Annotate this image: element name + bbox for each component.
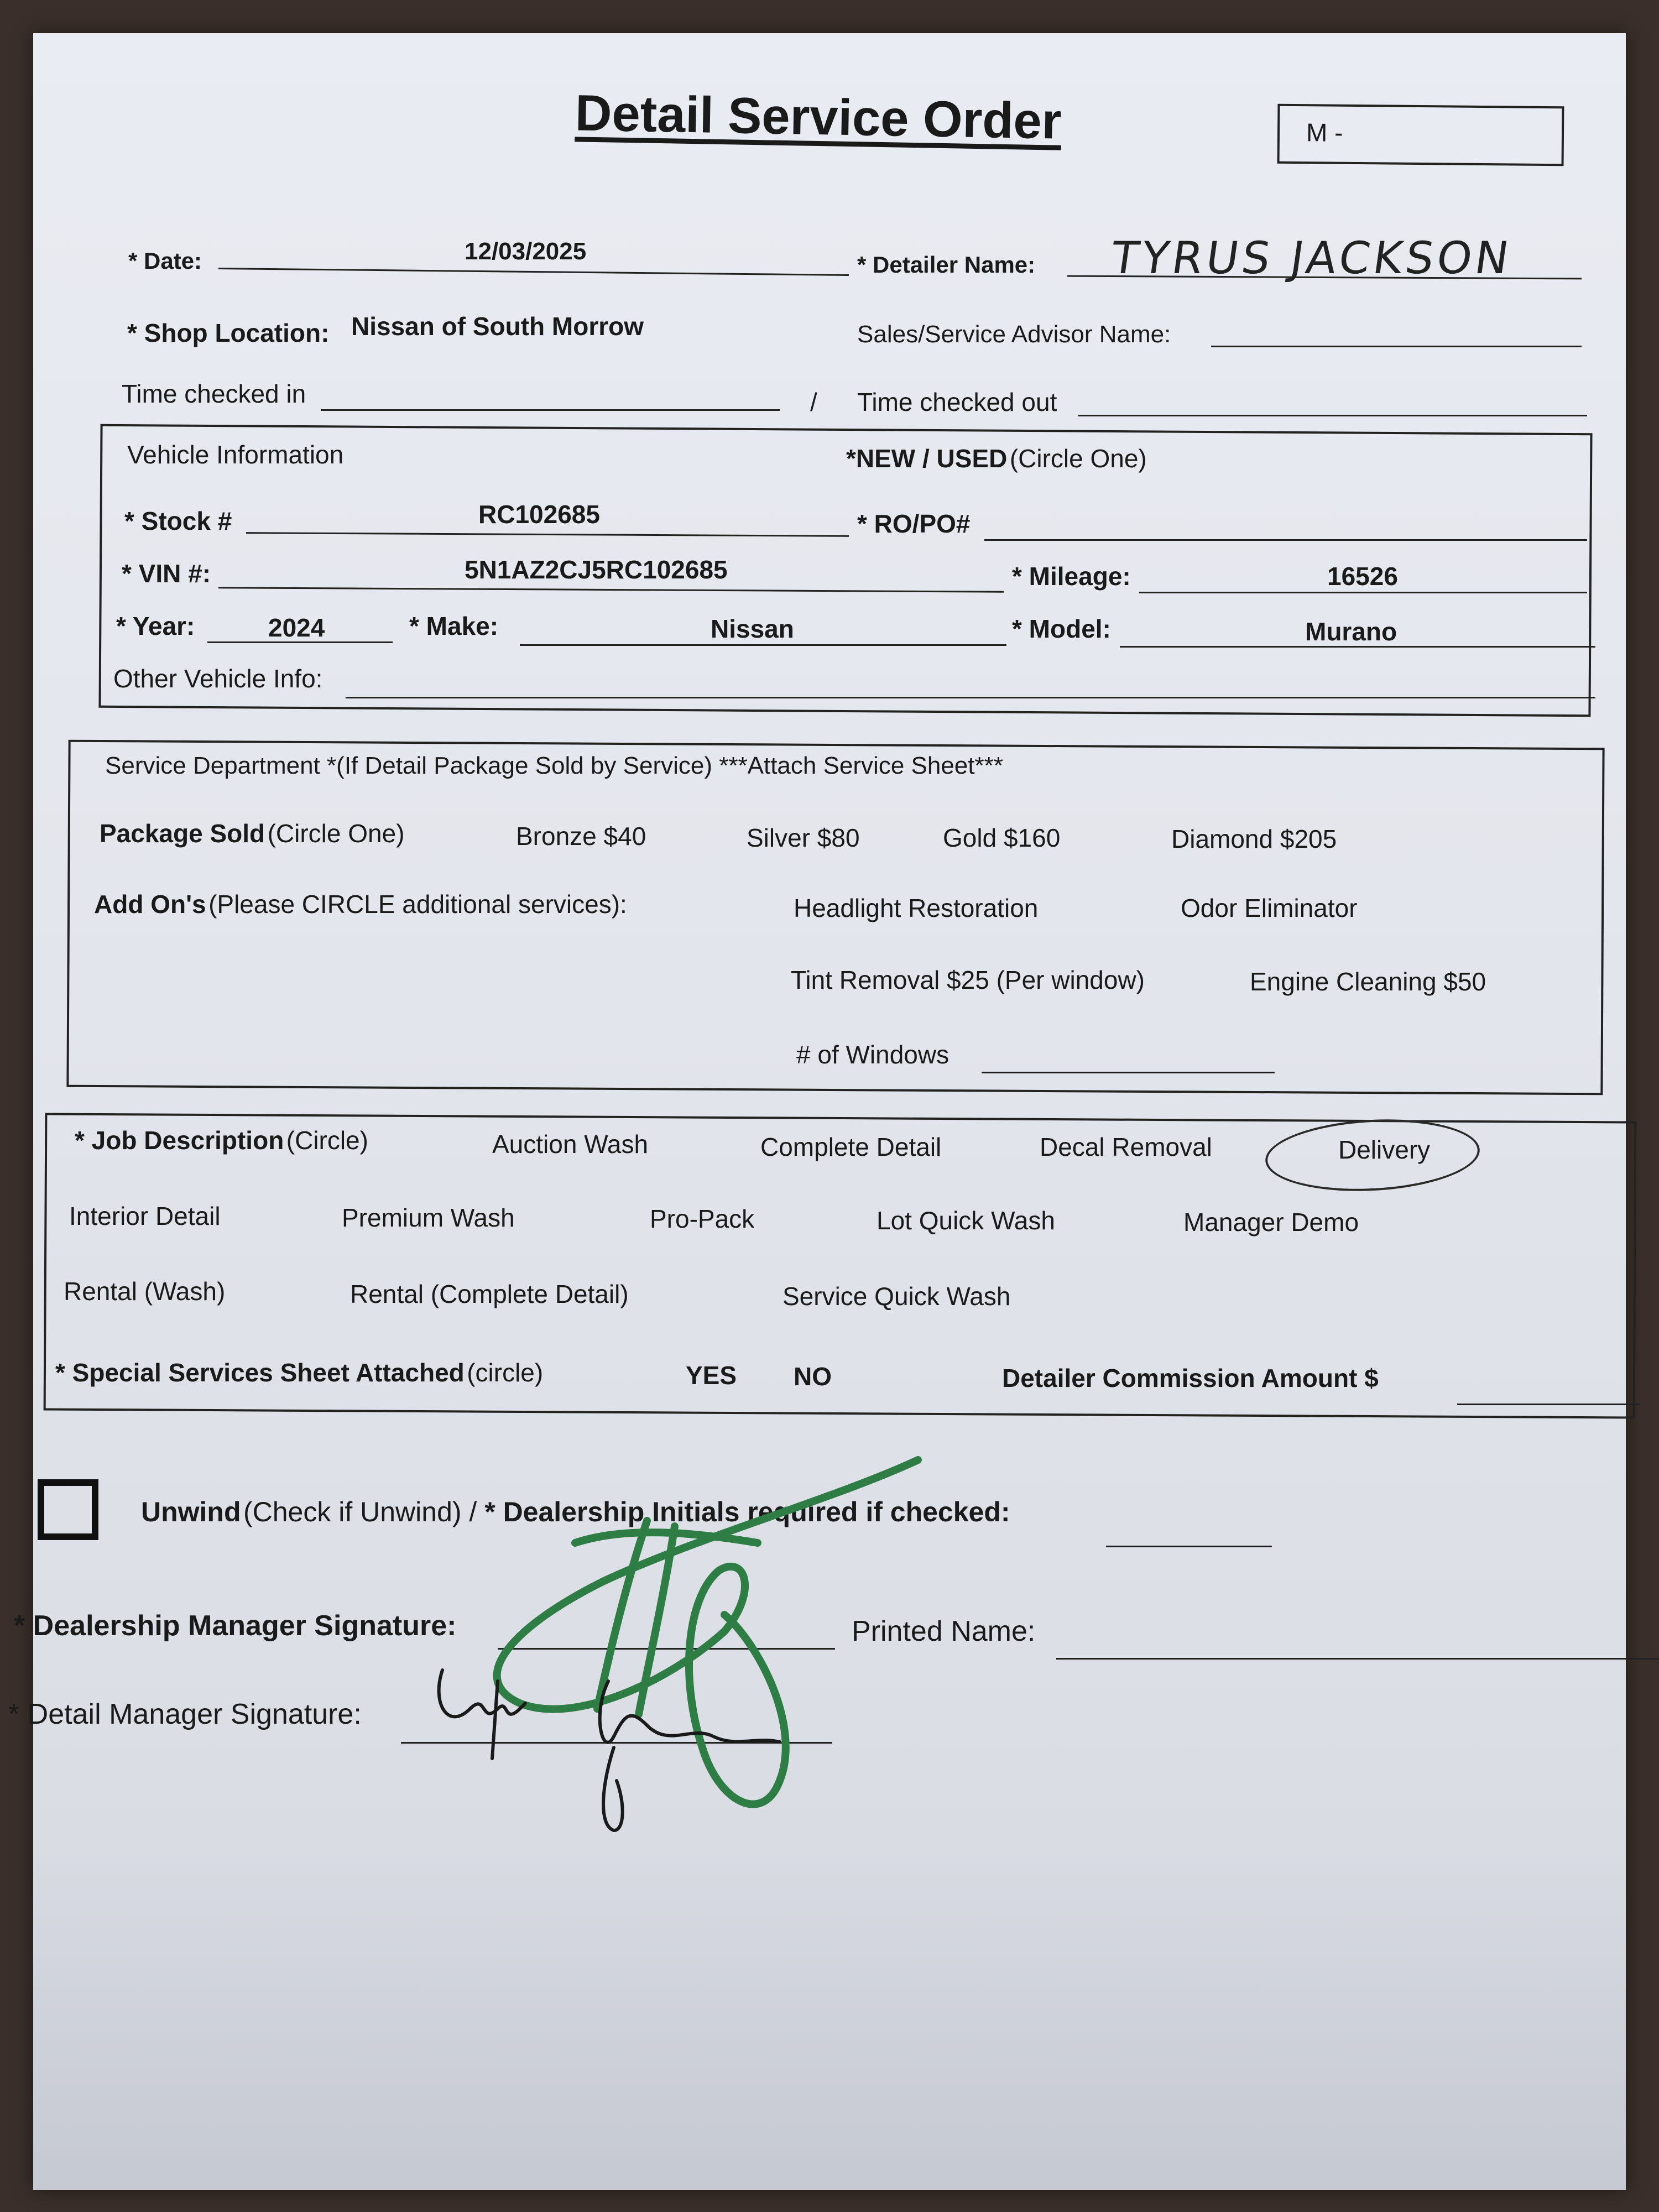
job-description-label	[75, 1125, 368, 1155]
unwind-checkbox[interactable]	[38, 1479, 98, 1540]
job-manager-demo[interactable]: Manager Demo	[1183, 1208, 1359, 1237]
job-description-bold: * Job Description	[75, 1126, 284, 1155]
vin-label: * VIN #:	[122, 559, 211, 588]
job-description-note: (Circle)	[286, 1126, 368, 1155]
new-used-selector[interactable]	[846, 444, 1147, 473]
ropo-label: * RO/PO#	[857, 509, 971, 538]
job-decal-removal[interactable]: Decal Removal	[1040, 1133, 1212, 1161]
date-value: 12/03/2025	[465, 238, 587, 265]
make-value: Nissan	[711, 614, 794, 643]
job-delivery[interactable]: Delivery	[1338, 1135, 1431, 1164]
printed-name-field[interactable]	[1056, 1658, 1659, 1660]
service-order-form	[8, 33, 1626, 2190]
addon-odor-eliminator[interactable]: Odor Eliminator	[1181, 894, 1358, 922]
add-ons-bold: Add On's	[94, 890, 206, 919]
make-field[interactable]	[520, 644, 1006, 646]
job-service-quick-wash[interactable]: Service Quick Wash	[782, 1282, 1011, 1311]
unwind-bold: Unwind	[141, 1496, 241, 1527]
model-label: * Model:	[1012, 614, 1111, 643]
addon-engine-cleaning[interactable]: Engine Cleaning $50	[1250, 967, 1486, 996]
commission-label: Detailer Commission Amount $	[1002, 1364, 1379, 1392]
special-services-label	[55, 1358, 543, 1387]
job-complete-detail[interactable]: Complete Detail	[760, 1133, 942, 1161]
mileage-label: * Mileage:	[1012, 562, 1131, 591]
mileage-field[interactable]	[1139, 592, 1587, 593]
job-rental-wash[interactable]: Rental (Wash)	[64, 1277, 226, 1306]
vehicle-info-title: Vehicle Information	[127, 440, 344, 469]
detail-manager-signature-label: * Detail Manager Signature:	[8, 1698, 362, 1730]
photo-shadow	[33, 1830, 1626, 2190]
stock-label: * Stock #	[124, 507, 232, 535]
package-bronze[interactable]: Bronze $40	[516, 822, 646, 851]
model-value: Murano	[1305, 617, 1397, 646]
other-vehicle-info-field[interactable]	[346, 697, 1595, 698]
job-auction-wash[interactable]: Auction Wash	[492, 1130, 649, 1159]
ropo-field[interactable]	[984, 539, 1587, 541]
make-label: * Make:	[409, 612, 499, 640]
date-label: * Date:	[128, 248, 202, 274]
shop-location-label: * Shop Location:	[127, 319, 330, 347]
add-ons-label	[94, 889, 627, 919]
detailer-name-label: * Detailer Name:	[857, 252, 1036, 278]
job-rental-complete-detail[interactable]: Rental (Complete Detail)	[350, 1280, 629, 1308]
time-checked-in-field[interactable]	[321, 409, 780, 411]
stock-value: RC102685	[478, 500, 600, 529]
commission-field[interactable]	[1457, 1404, 1640, 1405]
advisor-name-label: Sales/Service Advisor Name:	[857, 321, 1171, 348]
special-services-yes[interactable]: YES	[686, 1361, 737, 1390]
time-checked-out-label: Time checked out	[857, 388, 1057, 416]
package-sold-label	[100, 818, 405, 848]
order-number-label: M -	[1306, 118, 1343, 147]
detailer-name-handwritten: TYRUS JACKSON	[1108, 232, 1516, 284]
black-signature	[439, 1670, 780, 1830]
dealership-manager-signature-label: * Dealership Manager Signature:	[14, 1610, 457, 1642]
unwind-note: (Check if Unwind) /	[243, 1496, 485, 1527]
new-used-note: (Circle One)	[1009, 444, 1147, 473]
shop-location-value: Nissan of South Morrow	[351, 312, 644, 341]
package-sold-note: (Circle One)	[267, 819, 405, 848]
package-gold[interactable]: Gold $160	[943, 823, 1061, 852]
job-premium-wash[interactable]: Premium Wash	[342, 1203, 515, 1232]
advisor-name-field[interactable]	[1211, 346, 1582, 347]
other-vehicle-info-label: Other Vehicle Info:	[113, 664, 323, 693]
date-field[interactable]	[218, 268, 849, 276]
order-number-box[interactable]	[1277, 104, 1564, 166]
package-sold-bold: Package Sold	[100, 819, 265, 848]
job-interior-detail[interactable]: Interior Detail	[69, 1202, 221, 1230]
job-lot-quick-wash[interactable]: Lot Quick Wash	[877, 1206, 1055, 1235]
addon-headlight-restoration[interactable]: Headlight Restoration	[794, 894, 1039, 922]
special-services-note: (circle)	[467, 1358, 544, 1387]
year-label: * Year:	[116, 612, 195, 640]
time-slash: /	[810, 388, 817, 416]
package-diamond[interactable]: Diamond $205	[1171, 825, 1337, 853]
windows-count-label: # of Windows	[796, 1040, 950, 1069]
new-used-label: *NEW / USED	[846, 444, 1008, 473]
add-ons-note: (Please CIRCLE additional services):	[208, 890, 627, 919]
page-title: Detail Service Order	[575, 85, 1062, 150]
time-checked-in-label: Time checked in	[122, 379, 306, 408]
service-department-title: Service Department *(If Detail Package Sold by Service) ***Attach Service Sheet***	[105, 752, 1003, 779]
handwritten-signatures	[337, 1449, 1001, 1847]
dealership-initials-label: * Dealership Initials required if checked:	[484, 1496, 1010, 1527]
time-checked-out-field[interactable]	[1078, 415, 1587, 416]
mileage-value: 16526	[1327, 562, 1398, 591]
dealership-initials-field[interactable]	[1106, 1546, 1272, 1547]
printed-name-label: Printed Name:	[852, 1615, 1036, 1647]
addon-tint-removal[interactable]: Tint Removal $25 (Per window)	[791, 966, 1145, 994]
job-pro-pack[interactable]: Pro-Pack	[650, 1204, 755, 1233]
windows-count-field[interactable]	[982, 1072, 1275, 1073]
year-value: 2024	[268, 613, 325, 642]
package-silver[interactable]: Silver $80	[747, 823, 860, 852]
special-services-no[interactable]: NO	[794, 1362, 832, 1391]
green-signature	[497, 1460, 918, 1804]
vin-value: 5N1AZ2CJ5RC102685	[465, 555, 728, 584]
special-services-bold: * Special Services Sheet Attached	[55, 1358, 465, 1387]
